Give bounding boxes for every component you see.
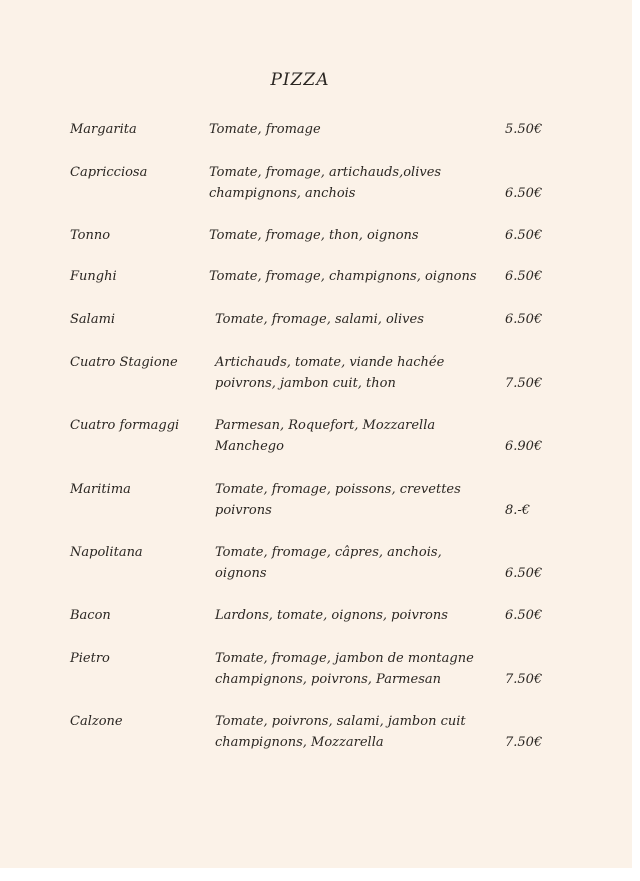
pizza-price: 6.50€ <box>505 566 543 581</box>
pizza-name: Capricciosa <box>70 165 148 180</box>
pizza-name: Cuatro Stagione <box>70 355 178 370</box>
pizza-ingredients <box>215 479 461 521</box>
pizza-price: 7.50€ <box>505 376 543 391</box>
pizza-ingredients <box>209 266 477 287</box>
ingredients-line: Manchego <box>215 439 284 454</box>
pizza-name: Maritima <box>70 482 131 497</box>
pizza-ingredients <box>209 225 419 246</box>
ingredients-line: poivrons, jambon cuit, thon <box>215 376 396 391</box>
ingredients-line: champignons, Mozzarella <box>215 735 384 750</box>
ingredients-line: champignons, poivrons, Parmesan <box>215 672 441 687</box>
ingredients-line: Tomate, fromage, poissons, crevettes <box>215 482 461 497</box>
ingredients-line: Lardons, tomate, oignons, poivrons <box>215 608 448 623</box>
pizza-price: 6.50€ <box>505 312 543 327</box>
pizza-ingredients <box>215 648 474 690</box>
menu-title: PIZZA <box>270 70 330 90</box>
ingredients-line: poivrons <box>215 503 272 518</box>
pizza-ingredients <box>215 605 448 626</box>
ingredients-line: Parmesan, Roquefort, Mozzarella <box>215 418 436 433</box>
pizza-price: 6.50€ <box>505 608 543 623</box>
pizza-ingredients <box>215 542 442 584</box>
pizza-name: Salami <box>70 312 116 327</box>
pizza-name: Napolitana <box>70 545 143 560</box>
pizza-name: Pietro <box>70 651 110 666</box>
ingredients-line: Tomate, fromage, thon, oignons <box>209 228 419 243</box>
pizza-name: Funghi <box>70 269 117 284</box>
ingredients-line: Tomate, fromage, jambon de montagne <box>215 651 474 666</box>
pizza-price: 7.50€ <box>505 672 543 687</box>
pizza-name: Margarita <box>70 122 137 137</box>
ingredients-line: Tomate, poivrons, salami, jambon cuit <box>215 714 466 729</box>
ingredients-line: Tomate, fromage <box>209 122 321 137</box>
pizza-ingredients <box>215 415 435 457</box>
pizza-price: 5.50€ <box>505 122 543 137</box>
pizza-name: Bacon <box>70 608 111 623</box>
pizza-ingredients <box>209 119 321 140</box>
pizza-price: 6.50€ <box>505 186 543 201</box>
pizza-ingredients <box>215 711 466 753</box>
pizza-name: Calzone <box>70 714 123 729</box>
ingredients-line: Tomate, fromage, câpres, anchois, <box>215 545 442 560</box>
pizza-name: Cuatro formaggi <box>70 418 180 433</box>
pizza-price: 6.50€ <box>505 228 543 243</box>
pizza-name: Tonno <box>70 228 111 243</box>
pizza-price: 8.-€ <box>505 503 531 518</box>
pizza-ingredients <box>215 352 444 394</box>
pizza-price: 6.90€ <box>505 439 543 454</box>
ingredients-line: Tomate, fromage, artichauds,olives <box>209 165 442 180</box>
pizza-price: 7.50€ <box>505 735 543 750</box>
ingredients-line: Artichauds, tomate, viande hachée <box>215 355 445 370</box>
ingredients-line: Tomate, fromage, salami, olives <box>215 312 424 327</box>
pizza-ingredients <box>209 162 441 204</box>
pizza-ingredients <box>215 309 424 330</box>
pizza-price: 6.50€ <box>505 269 543 284</box>
ingredients-line: champignons, anchois <box>209 186 356 201</box>
ingredients-line: oignons <box>215 566 267 581</box>
ingredients-line: Tomate, fromage, champignons, oignons <box>209 269 477 284</box>
